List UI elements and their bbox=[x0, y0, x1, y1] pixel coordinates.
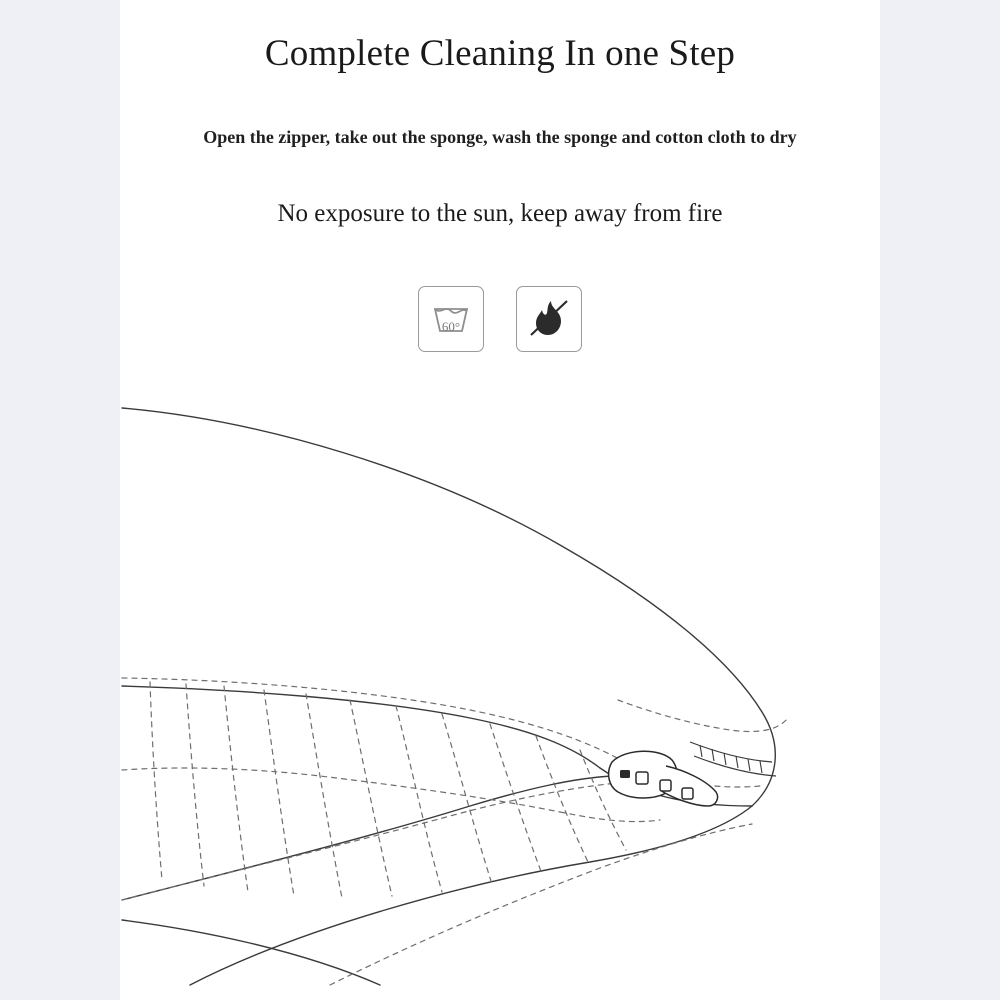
product-info-canvas bbox=[120, 0, 880, 1000]
warning-text: No exposure to the sun, keep away from fire bbox=[277, 200, 723, 227]
wash-temperature-icon bbox=[418, 286, 484, 352]
no-fire-icon bbox=[516, 286, 582, 352]
instruction-text: Open the zipper, take out the sponge, wash the sponge and cotton cloth to dry bbox=[203, 127, 797, 147]
wash-temperature-label: 60° bbox=[441, 319, 461, 334]
page-title: Complete Cleaning In one Step bbox=[264, 33, 736, 74]
care-icon-group bbox=[0, 286, 1000, 352]
